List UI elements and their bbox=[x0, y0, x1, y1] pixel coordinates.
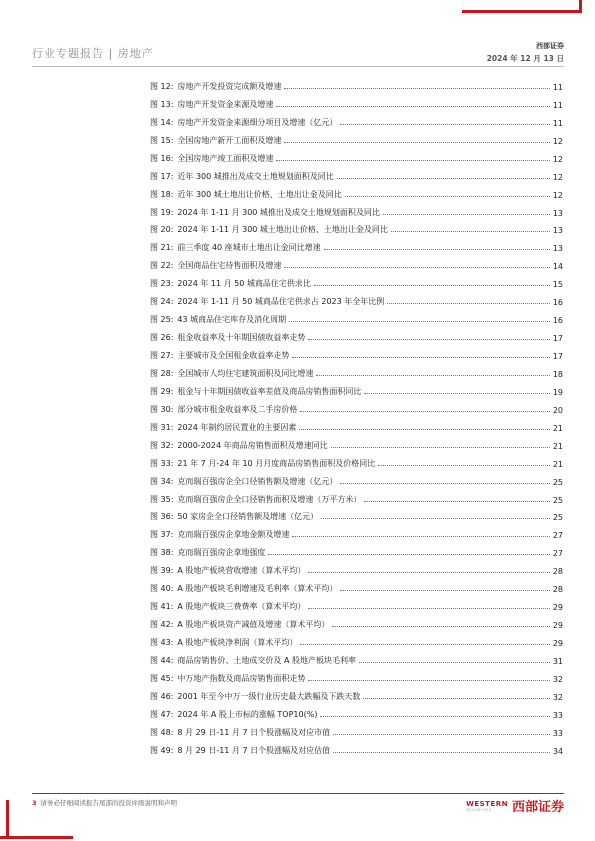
toc-entry[interactable] bbox=[150, 361, 563, 379]
toc-entry[interactable] bbox=[150, 289, 563, 307]
figure-label: 图 18: bbox=[150, 189, 174, 199]
figure-label: 图 17: bbox=[150, 171, 174, 181]
page-ref: 17 bbox=[552, 334, 563, 344]
figure-title: 部分城市租金收益率及二手房价格 bbox=[177, 404, 298, 414]
leader-dots bbox=[292, 536, 549, 537]
figure-title: 2000-2024 年商品房销售面积及增速同比 bbox=[177, 440, 328, 450]
figure-title: 克而瑞百强房企拿地强度 bbox=[177, 548, 266, 558]
figure-label: 图 14: bbox=[150, 117, 174, 127]
toc-entry[interactable] bbox=[150, 146, 563, 164]
toc-entry[interactable] bbox=[150, 307, 563, 325]
figure-label: 图 46: bbox=[150, 691, 174, 701]
toc-entry[interactable] bbox=[150, 505, 563, 523]
page-ref: 28 bbox=[552, 567, 563, 577]
figure-label: 图 22: bbox=[150, 261, 174, 271]
page-ref: 32 bbox=[552, 692, 563, 702]
page-ref: 33 bbox=[552, 728, 563, 738]
toc-entry[interactable] bbox=[150, 235, 563, 253]
leader-dots bbox=[340, 590, 549, 591]
toc-entry[interactable] bbox=[150, 648, 563, 666]
leader-dots bbox=[333, 734, 550, 735]
figure-label: 图 39: bbox=[150, 566, 174, 576]
figure-title: 全国房地产新开工面积及增速 bbox=[177, 135, 282, 145]
page-ref: 27 bbox=[552, 531, 563, 541]
leader-dots bbox=[300, 411, 549, 412]
toc-entry[interactable] bbox=[150, 379, 563, 397]
report-category: 行业专题报告 | 房地产 bbox=[32, 47, 154, 60]
page-ref: 15 bbox=[552, 280, 563, 290]
figure-label: 图 13: bbox=[150, 99, 174, 109]
figure-title: 50 家房企全口径销售额及增速（亿元） bbox=[177, 512, 319, 522]
leader-dots bbox=[383, 214, 550, 215]
page-ref: 32 bbox=[552, 674, 563, 684]
leader-dots bbox=[333, 752, 550, 753]
toc-entry[interactable] bbox=[150, 720, 563, 738]
leader-dots bbox=[391, 231, 550, 232]
leader-dots bbox=[292, 357, 549, 358]
figure-label: 图 36: bbox=[150, 512, 174, 522]
figure-title: 2001 年至今中万一级行业历史最大跌幅及下跌天数 bbox=[177, 691, 361, 701]
figure-title: 21 年 7 月-24 年 10 月月度商品房销售面积及价格同比 bbox=[177, 458, 376, 468]
leader-dots bbox=[276, 106, 549, 107]
disclaimer-text: 请务必仔细阅读报告尾部的投资评级说明和声明 bbox=[40, 799, 178, 807]
figure-label: 图 34: bbox=[150, 476, 174, 486]
corner-accent-top-vertical bbox=[579, 0, 582, 13]
figure-label: 图 21: bbox=[150, 243, 174, 253]
page-ref: 13 bbox=[552, 226, 563, 236]
figure-title: 租金收益率及十年期国债收益率走势 bbox=[177, 333, 306, 343]
header-brand: 西部证券 bbox=[536, 42, 564, 50]
figure-label: 图 12: bbox=[150, 81, 174, 91]
page-ref: 19 bbox=[552, 387, 563, 397]
leader-dots bbox=[284, 88, 549, 89]
figure-title: 近年 300 城土地出让价格、土地出让金及同比 bbox=[177, 189, 342, 199]
toc-entry[interactable] bbox=[150, 738, 563, 756]
leader-dots bbox=[314, 285, 550, 286]
toc-entry[interactable] bbox=[150, 576, 563, 594]
page-ref: 12 bbox=[552, 154, 563, 164]
leader-dots bbox=[308, 572, 549, 573]
page-ref: 25 bbox=[552, 513, 563, 523]
page-ref: 25 bbox=[552, 477, 563, 487]
figure-label: 图 38: bbox=[150, 548, 174, 558]
footer-disclaimer bbox=[32, 798, 177, 807]
figure-label: 图 27: bbox=[150, 351, 174, 360]
page-ref: 21 bbox=[552, 441, 563, 451]
leader-dots bbox=[321, 518, 550, 519]
figure-label: 图 37: bbox=[150, 530, 174, 540]
figure-title: 前三季度 40 座城市土地出让金同比增速 bbox=[177, 243, 321, 253]
leader-dots bbox=[308, 680, 549, 681]
figure-title: 克而瑞百强房企拿地金额及增速 bbox=[177, 530, 290, 540]
figure-label: 图 45: bbox=[150, 673, 174, 683]
header-date: 2024 年 12 月 13 日 bbox=[486, 54, 564, 63]
page-ref: 29 bbox=[552, 621, 563, 631]
page-ref: 25 bbox=[552, 495, 563, 505]
figure-title: 2024 年 1-11 月 50 城商品住宅供求占 2023 年全年比例 bbox=[177, 297, 385, 307]
page-ref: 29 bbox=[552, 603, 563, 613]
page-ref: 14 bbox=[552, 262, 563, 272]
toc-entry[interactable] bbox=[150, 74, 563, 92]
page-ref: 18 bbox=[552, 369, 563, 379]
figure-title: 中万地产指数及商品房销售面积走势 bbox=[177, 673, 306, 683]
leader-dots bbox=[300, 644, 549, 645]
toc-entry[interactable] bbox=[150, 612, 563, 630]
figure-label: 图 26: bbox=[150, 333, 174, 343]
leader-dots bbox=[331, 447, 550, 448]
page-ref: 27 bbox=[552, 549, 563, 559]
toc-entry[interactable] bbox=[150, 522, 563, 540]
figure-title: 主要城市及全国租金收益率走势 bbox=[177, 351, 290, 360]
figure-title: 8 月 29 日-11 月 7 日个股涨幅及对应市值 bbox=[177, 727, 331, 737]
page-ref: 12 bbox=[552, 136, 563, 146]
page-ref: 12 bbox=[552, 190, 563, 200]
logo-chinese: 西部证券 bbox=[511, 800, 564, 815]
page-ref: 17 bbox=[552, 352, 563, 361]
figure-label: 图 43: bbox=[150, 638, 174, 647]
leader-dots bbox=[332, 626, 549, 627]
figure-title: 2024 年 1-11 月 300 城推出及成交土地规划面积及同比 bbox=[177, 207, 380, 217]
figure-label: 图 31: bbox=[150, 422, 174, 432]
toc-entry[interactable] bbox=[150, 200, 563, 218]
figure-title: 全国城市人均住宅建筑面积及同比增速 bbox=[177, 368, 314, 378]
page-ref: 20 bbox=[552, 405, 563, 415]
figure-title: 43 城商品住宅库存及消化周期 bbox=[177, 315, 287, 325]
leader-dots bbox=[320, 716, 549, 717]
toc-entry[interactable] bbox=[150, 666, 563, 684]
page-ref: 13 bbox=[552, 244, 563, 254]
leader-dots bbox=[337, 178, 550, 179]
toc-entry[interactable] bbox=[150, 343, 563, 361]
leader-dots bbox=[299, 429, 549, 430]
toc-entry[interactable] bbox=[150, 182, 563, 200]
figure-title: A 股地产板块净利润（算术平均） bbox=[177, 638, 298, 647]
leader-dots bbox=[363, 698, 549, 699]
figure-title: A 股地产板块毛利增速及毛利率（算术平均） bbox=[177, 584, 338, 594]
page-ref: 11 bbox=[552, 100, 563, 110]
page-ref: 29 bbox=[552, 639, 563, 648]
leader-dots bbox=[340, 124, 549, 125]
toc-entry[interactable] bbox=[150, 271, 563, 289]
figure-title: 克而瑞百强房企全口径销售额及增速（亿元） bbox=[177, 476, 338, 486]
leader-dots bbox=[284, 267, 549, 268]
page-ref: 11 bbox=[552, 82, 563, 92]
figure-label: 图 16: bbox=[150, 153, 174, 163]
leader-dots bbox=[316, 375, 549, 376]
figure-title: 2024 年 1-11 月 300 城土地出让价格、土地出让金及同比 bbox=[177, 225, 388, 235]
figure-label: 图 24: bbox=[150, 297, 174, 307]
figure-label: 图 15: bbox=[150, 135, 174, 145]
page-ref: 16 bbox=[552, 316, 563, 326]
page-ref: 16 bbox=[552, 298, 563, 308]
toc-entry[interactable] bbox=[150, 164, 563, 182]
leader-dots bbox=[268, 554, 549, 555]
toc-entry[interactable] bbox=[150, 92, 563, 110]
figure-title: 房地产开发资金来源细分项目及增速（亿元） bbox=[177, 117, 338, 127]
toc-entry[interactable] bbox=[150, 253, 563, 271]
leader-dots bbox=[378, 465, 550, 466]
figure-title: A 股地产板块三费费率（算术平均） bbox=[177, 602, 306, 612]
figure-label: 图 35: bbox=[150, 494, 174, 504]
toc-entry[interactable] bbox=[150, 487, 563, 505]
toc-entry[interactable] bbox=[150, 110, 563, 128]
figure-title: 近年 300 城推出及成交土地规划面积及同比 bbox=[177, 171, 334, 181]
page-ref: 34 bbox=[552, 746, 563, 756]
company-logo bbox=[466, 796, 564, 815]
figure-title: 房地产开发资金来源及增速 bbox=[177, 99, 274, 109]
toc-entry[interactable] bbox=[150, 594, 563, 612]
figure-label: 图 42: bbox=[150, 620, 174, 630]
logo-wordmark bbox=[466, 800, 508, 812]
page-ref: 33 bbox=[552, 710, 563, 720]
toc-entry[interactable] bbox=[150, 469, 563, 487]
toc-entry[interactable] bbox=[150, 415, 563, 433]
figure-title: 克而瑞百强房企全口径销售面积及增速（万平方米） bbox=[177, 494, 362, 504]
figure-label: 图 28: bbox=[150, 368, 174, 378]
toc-entry[interactable] bbox=[150, 451, 563, 469]
page-ref: 31 bbox=[552, 656, 563, 666]
footer-divider bbox=[32, 793, 564, 794]
toc-entry[interactable] bbox=[150, 684, 563, 702]
corner-accent-top bbox=[462, 10, 582, 13]
leader-dots bbox=[284, 142, 549, 143]
toc-entry[interactable] bbox=[150, 630, 563, 648]
leader-dots bbox=[324, 249, 550, 250]
corner-accent-bottom-vertical bbox=[6, 800, 9, 839]
figure-label: 图 47: bbox=[150, 709, 174, 719]
toc-entry[interactable] bbox=[150, 325, 563, 343]
figure-label: 图 30: bbox=[150, 404, 174, 414]
figure-label: 图 25: bbox=[150, 315, 174, 325]
toc-entry[interactable] bbox=[150, 397, 563, 415]
toc-entry[interactable] bbox=[150, 558, 563, 576]
logo-english: WESTERN bbox=[466, 799, 508, 808]
figure-label: 图 49: bbox=[150, 745, 174, 755]
figure-label: 图 44: bbox=[150, 655, 174, 665]
figure-title: 全国房地产竣工面积及增速 bbox=[177, 153, 274, 163]
toc-entry[interactable] bbox=[150, 540, 563, 558]
toc-entry[interactable] bbox=[150, 702, 563, 720]
leader-dots bbox=[308, 339, 549, 340]
toc-entry[interactable] bbox=[150, 433, 563, 451]
page-ref: 21 bbox=[552, 423, 563, 433]
leader-dots bbox=[340, 483, 549, 484]
figure-title: 2024 年 A 股上市标的涨幅 TOP10(%) bbox=[177, 709, 318, 719]
page-ref: 12 bbox=[552, 172, 563, 182]
leader-dots bbox=[364, 501, 549, 502]
figure-title: 租金与十年期国债收益率差值及商品房销售面积同比 bbox=[177, 386, 362, 396]
leader-dots bbox=[359, 662, 550, 663]
figure-title: 商品房销售价、土地成交价及 A 股地产板块毛利率 bbox=[177, 655, 356, 665]
corner-accent-bottom bbox=[0, 836, 73, 839]
figure-title: 2024 年制约居民置业的主要因素 bbox=[177, 422, 297, 432]
toc-entry[interactable] bbox=[150, 128, 563, 146]
figure-title: A 股地产板块营收增速（算术平均） bbox=[177, 566, 306, 576]
figure-title: 房地产开发投资完成额及增速 bbox=[177, 81, 282, 91]
leader-dots bbox=[289, 321, 550, 322]
figure-label: 图 33: bbox=[150, 458, 174, 468]
leader-dots bbox=[345, 196, 550, 197]
figure-title: 全国商品住宅待售面积及增速 bbox=[177, 261, 282, 271]
figure-title: 8 月 29 日-11 月 7 日个股涨幅及对应估值 bbox=[177, 745, 331, 755]
page-ref: 11 bbox=[552, 118, 563, 128]
figure-label: 图 19: bbox=[150, 207, 174, 217]
figure-title: A 股地产板块资产减值及增速（算术平均） bbox=[177, 620, 330, 630]
leader-dots bbox=[308, 608, 549, 609]
toc-entry[interactable] bbox=[150, 218, 563, 236]
figure-label: 图 20: bbox=[150, 225, 174, 235]
figure-index-list bbox=[150, 74, 563, 756]
page-ref: 28 bbox=[552, 585, 563, 595]
figure-label: 图 32: bbox=[150, 440, 174, 450]
page-ref: 13 bbox=[552, 208, 563, 218]
figure-label: 图 23: bbox=[150, 279, 174, 289]
logo-subtitle: SECURITIES bbox=[466, 807, 492, 812]
leader-dots bbox=[276, 160, 549, 161]
header-divider bbox=[32, 66, 564, 67]
leader-dots bbox=[387, 303, 550, 304]
figure-label: 图 48: bbox=[150, 727, 174, 737]
figure-title: 2024 年 11 月 50 城商品住宅供求比 bbox=[177, 279, 311, 289]
figure-label: 图 29: bbox=[150, 386, 174, 396]
header-brand-block bbox=[487, 41, 564, 64]
figure-label: 图 40: bbox=[150, 584, 174, 594]
page-number: 3 bbox=[32, 799, 37, 807]
leader-dots bbox=[364, 393, 549, 394]
figure-label: 图 41: bbox=[150, 602, 174, 612]
page-ref: 21 bbox=[552, 459, 563, 469]
